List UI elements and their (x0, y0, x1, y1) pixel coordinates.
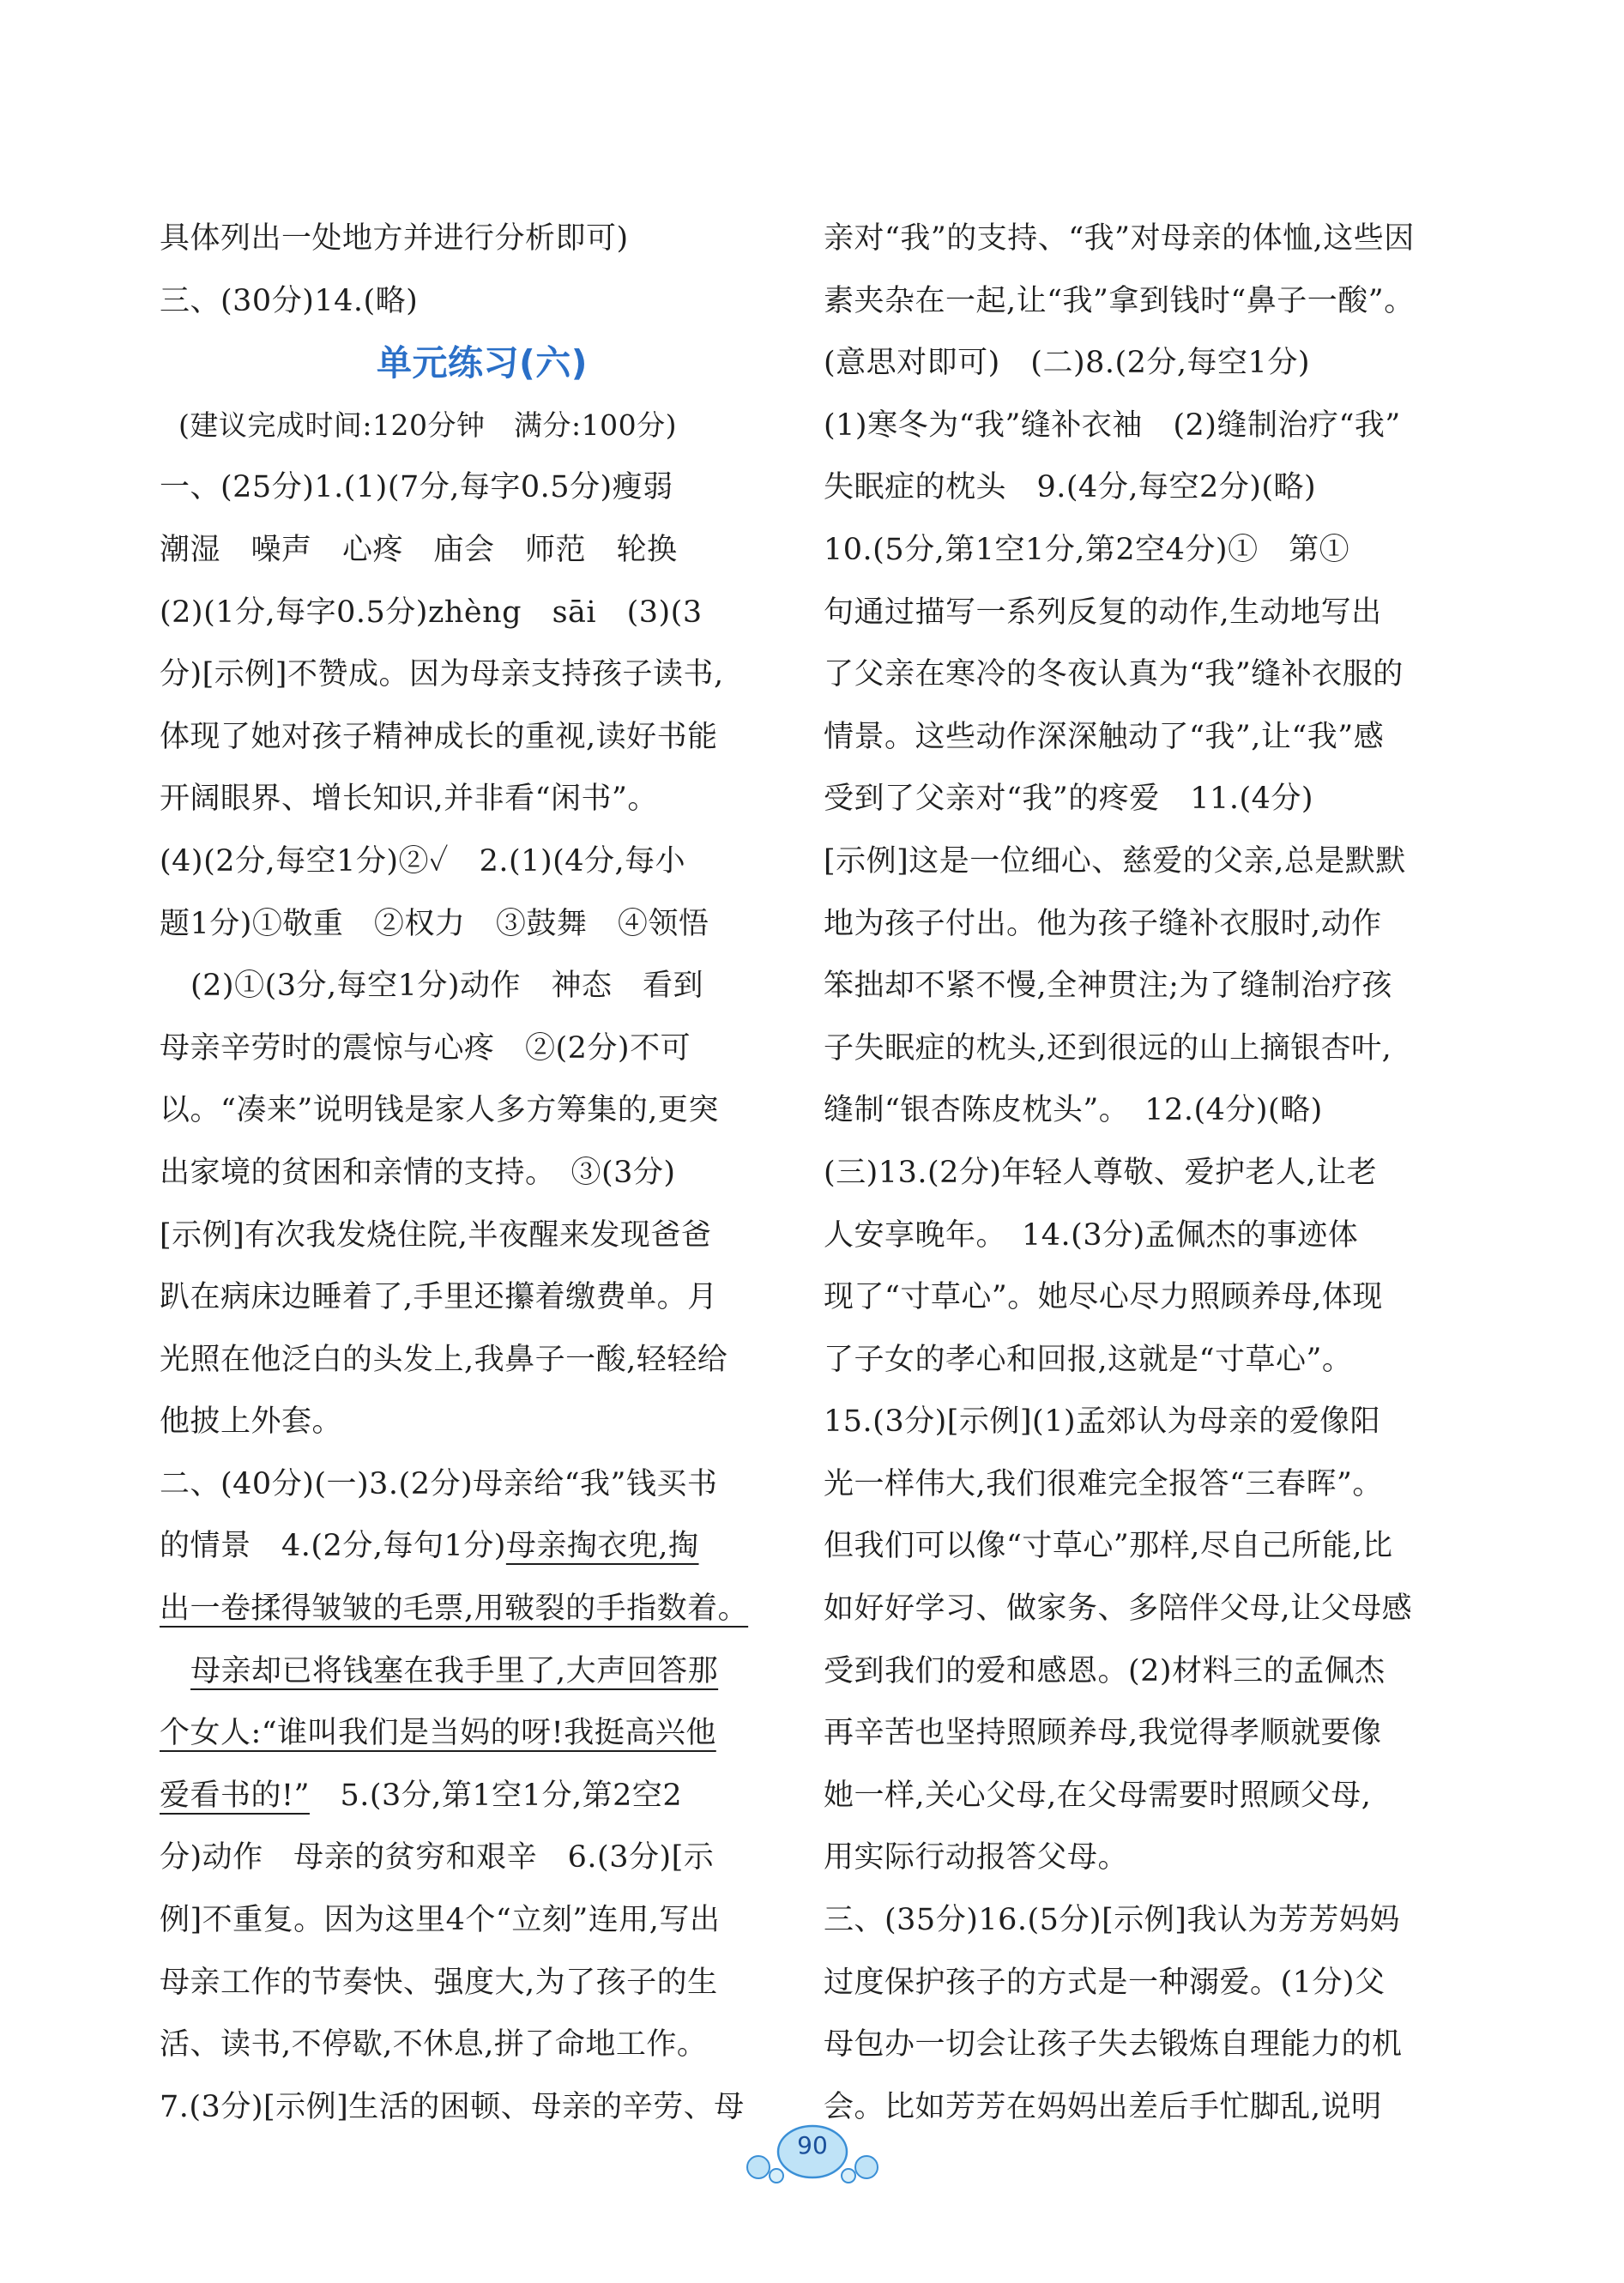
left-line (160, 1142, 805, 1205)
page-number: 90 (797, 2131, 828, 2159)
right-line (824, 1702, 1469, 1765)
right-line (824, 519, 1469, 582)
left-line (160, 270, 805, 333)
line-text: 三、(35分)16.(5分)[示例]我认为芳芳妈妈 (824, 1903, 1400, 1938)
left-line (160, 519, 805, 582)
line-text: (三)13.(2分)年轻人尊敬、爱护老人,让老 (824, 1155, 1378, 1190)
right-line (824, 1391, 1469, 1453)
line-text: 情景。这些动作深深触动了“我”,让“我”感 (824, 719, 1385, 754)
right-line (824, 706, 1469, 769)
line-text: 10.(5分,第1空1分,第2空4分)① 第① (824, 532, 1350, 567)
line-text: 二、(40分)(一)3.(2分)母亲给“我”钱买书 (160, 1466, 718, 1501)
left-line (160, 1018, 805, 1080)
line-text: 例]不重复。因为这里4个“立刻”连用,写出 (160, 1903, 721, 1938)
right-line (824, 208, 1469, 270)
line-text: 了子女的孝心和回报,这就是“寸草心”。 (824, 1342, 1353, 1377)
left-line (160, 1515, 805, 1578)
right-line (824, 2014, 1469, 2076)
line-text: 如好好学习、做家务、多陪伴父母,让父母感 (824, 1591, 1413, 1627)
right-line (824, 893, 1469, 956)
right-line (824, 332, 1469, 395)
line-text: 15.(3分)[示例](1)孟郊认为母亲的爱像阳 (824, 1404, 1381, 1440)
right-line (824, 395, 1469, 457)
line-text: 的情景 4.(2分,每句1分) (160, 1529, 506, 1564)
line-text: 过度保护孩子的方式是一种溺爱。(1分)父 (824, 1965, 1386, 2000)
left-line (160, 768, 805, 830)
line-text: 题1分)①敬重 ②权力 ③鼓舞 ④领悟 (160, 906, 709, 941)
right-line (824, 456, 1469, 519)
left-line (160, 1578, 805, 1640)
line-text: 潮湿 噪声 心疼 庙会 师范 轮换 (160, 532, 678, 567)
left-line (160, 1453, 805, 1516)
line-text: 7.(3分)[示例]生活的困顿、母亲的辛劳、母 (160, 2089, 745, 2124)
right-line (824, 1329, 1469, 1392)
line-text: 失眠症的枕头 9.(4分,每空2分)(略) (824, 470, 1317, 505)
line-text: 再辛苦也坚持照顾养母,我觉得孝顺就要像 (824, 1716, 1382, 1751)
left-line (160, 208, 805, 270)
line-text: 句通过描写一系列反复的动作,生动地写出 (824, 595, 1382, 630)
right-line (824, 830, 1469, 893)
underlined-quote: 爱看书的!” (160, 1778, 310, 1813)
line-text: [示例]这是一位细心、慈爱的父亲,总是默默 (824, 843, 1406, 879)
line-text: 出家境的贫困和亲情的支持。 ③(3分) (160, 1155, 676, 1190)
right-line (824, 1640, 1469, 1703)
right-line (824, 270, 1469, 333)
left-line (160, 1952, 805, 2014)
line-text: 但我们可以像“寸草心”那样,尽自己所能,比 (824, 1529, 1393, 1564)
line-text: 笨拙却不紧不慢,全神贯注;为了缝制治疗孩 (824, 969, 1392, 1004)
line-text: 活、读书,不停歇,不休息,拼了命地工作。 (160, 2027, 708, 2063)
line-text: (4)(2分,每空1分)②✓ 2.(1)(4分,每小 (160, 843, 686, 879)
right-column (824, 208, 1469, 2138)
line-text: 地为孩子付出。他为孩子缝补衣服时,动作 (824, 906, 1382, 941)
line-text: 人安享晚年。 14.(3分)孟佩杰的事迹体 (824, 1217, 1359, 1253)
line-text: 母亲辛劳时的震惊与心疼 ②(2分)不可 (160, 1030, 691, 1066)
line-text: 以。“凑来”说明钱是家人多方筹集的,更突 (160, 1093, 719, 1128)
line-text: 分)动作 母亲的贫穷和艰辛 6.(3分)[示 (160, 1840, 715, 1875)
left-line (160, 1765, 805, 1827)
right-line (824, 1205, 1469, 1267)
line-text: 一、(25分)1.(1)(7分,每字0.5分)瘦弱 (160, 470, 673, 505)
right-line (824, 1142, 1469, 1205)
left-line (160, 1827, 805, 1889)
right-line (824, 1578, 1469, 1640)
right-line (824, 1952, 1469, 2014)
section-heading (160, 332, 805, 395)
left-line (160, 1640, 805, 1703)
right-line (824, 1827, 1469, 1889)
right-line (824, 1515, 1469, 1578)
line-text: (2)(1分,每字0.5分)zhèng sāi (3)(3 (160, 595, 703, 630)
left-line (160, 893, 805, 956)
section-meta (160, 395, 805, 457)
underlined-quote: 母亲却已将钱塞在我手里了,大声回答那 (190, 1653, 719, 1688)
left-line (160, 1889, 805, 1952)
line-text: 开阔眼界、增长知识,并非看“闲书”。 (160, 782, 658, 817)
line-text: 三、(30分)14.(略) (160, 283, 419, 318)
right-line (824, 1765, 1469, 1827)
left-line (160, 643, 805, 706)
left-line (160, 955, 805, 1018)
right-line (824, 1079, 1469, 1142)
line-text: 具体列出一处地方并进行分析即可) (160, 221, 629, 256)
line-text: 会。比如芳芳在妈妈出差后手忙脚乱,说明 (824, 2089, 1382, 2124)
right-line (824, 1453, 1469, 1516)
left-line (160, 1205, 805, 1267)
line-text: (意思对即可) (二)8.(2分,每空1分) (824, 346, 1310, 381)
line-text: 母包办一切会让孩子失去锻炼自理能力的机 (824, 2027, 1403, 2063)
right-line (824, 768, 1469, 830)
line-text: [示例]有次我发烧住院,半夜醒来发现爸爸 (160, 1217, 712, 1253)
left-line (160, 1702, 805, 1765)
underlined-quote: 母亲掏衣兜,掏 (505, 1529, 699, 1564)
line-text: 了父亲在寒冷的冬夜认真为“我”缝补衣服的 (824, 657, 1404, 692)
left-line (160, 456, 805, 519)
left-line (160, 1079, 805, 1142)
right-line (824, 1266, 1469, 1329)
line-text: 他披上外套。 (160, 1404, 343, 1440)
left-line (160, 2076, 805, 2139)
line-text: (1)寒冬为“我”缝补衣袖 (2)缝制治疗“我” (824, 408, 1401, 443)
line-text: (建议完成时间:120分钟 满分:100分) (178, 408, 677, 442)
left-line (160, 1266, 805, 1329)
line-text: (2)①(3分,每空1分)动作 神态 看到 (190, 969, 704, 1004)
line-text: 受到我们的爱和感恩。(2)材料三的孟佩杰 (824, 1653, 1386, 1688)
left-line (160, 1329, 805, 1392)
right-line (824, 643, 1469, 706)
right-line (824, 582, 1469, 644)
left-line (160, 830, 805, 893)
line-text: 5.(3分,第1空1分,第2空2 (309, 1778, 683, 1813)
underlined-quote: 出一卷揉得皱皱的毛票,用皲裂的手指数着。 (160, 1591, 749, 1627)
page-number-badge (740, 2119, 885, 2191)
left-column (160, 208, 805, 2138)
left-line (160, 1391, 805, 1453)
right-line (824, 1018, 1469, 1080)
line-text: 她一样,关心父母,在父母需要时照顾父母, (824, 1778, 1372, 1813)
line-text: 子失眠症的枕头,还到很远的山上摘银杏叶, (824, 1030, 1392, 1066)
left-line (160, 582, 805, 644)
line-text: 素夹杂在一起,让“我”拿到钱时“鼻子一酸”。 (824, 283, 1415, 318)
right-line (824, 955, 1469, 1018)
line-text: 光一样伟大,我们很难完全报答“三春晖”。 (824, 1466, 1383, 1501)
left-line (160, 2014, 805, 2076)
line-text: 缝制“银杏陈皮枕头”。 12.(4分)(略) (824, 1093, 1323, 1128)
line-text: 现了“寸草心”。她尽心尽力照顾养母,体现 (824, 1280, 1383, 1315)
line-text: 用实际行动报答父母。 (824, 1840, 1129, 1875)
underlined-quote: 个女人:“谁叫我们是当妈的呀!我挺高兴他 (160, 1716, 716, 1751)
line-text: 受到了父亲对“我”的疼爱 11.(4分) (824, 782, 1314, 817)
left-line (160, 706, 805, 769)
line-text: 分)[示例]不赞成。因为母亲支持孩子读书, (160, 657, 724, 692)
right-line (824, 2076, 1469, 2139)
line-text: 单元练习(六) (377, 342, 588, 384)
line-text: 趴在病床边睡着了,手里还攥着缴费单。月 (160, 1280, 718, 1315)
line-text: 体现了她对孩子精神成长的重视,读好书能 (160, 719, 718, 754)
right-line (824, 1889, 1469, 1952)
line-text: 光照在他泛白的头发上,我鼻子一酸,轻轻给 (160, 1342, 728, 1377)
line-text: 亲对“我”的支持、“我”对母亲的体恤,这些因 (824, 221, 1415, 256)
line-text: 母亲工作的节奏快、强度大,为了孩子的生 (160, 1965, 718, 2000)
